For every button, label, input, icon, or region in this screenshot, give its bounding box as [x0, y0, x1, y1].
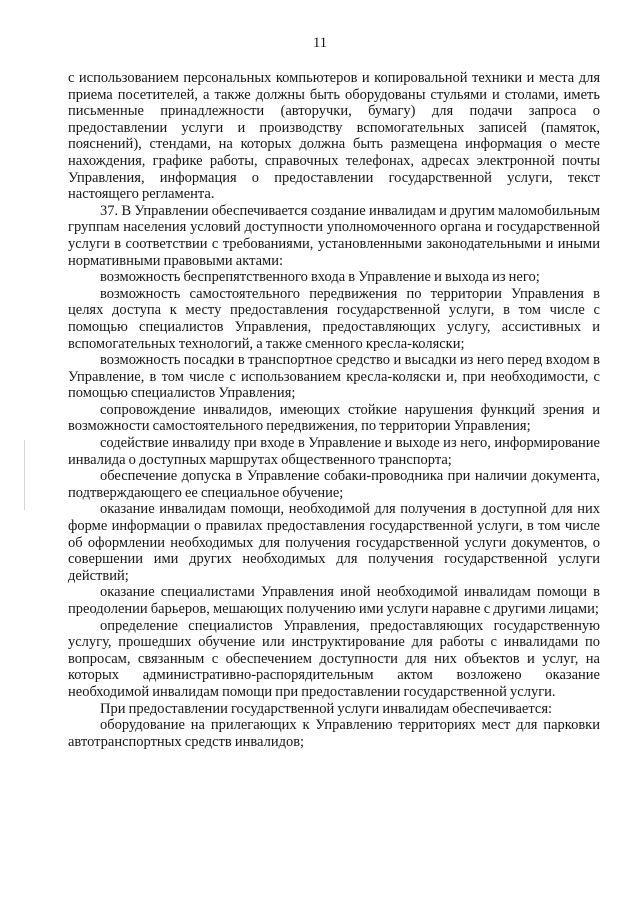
paragraph-provision-intro: При предоставлении государственной услуги инвалидам обеспечивается:	[100, 700, 553, 717]
document-body	[68, 70, 600, 750]
paragraph-assistance-entry: содействие инвалиду при входе в Управление и выходе из него, информирование инвалида о доступных маршрутах общественного транспорта;	[68, 435, 600, 468]
paragraph-information-help: оказание инвалидам помощи, необходимой для получения в доступной для них форме информации о правилах предоставления государственной услуги, в том числе об оформлении необходимых для получения государственной услуги документов, о совершении ими других необходимых для получения государственной услуги действий;	[68, 501, 600, 584]
paragraph-barrier-help: оказание специалистами Управления иной необходимой инвалидам помощи в преодолении барьеров, мешающих получению ими услуги наравне с другими лицами;	[68, 584, 600, 617]
paragraph-vehicle-boarding: возможность посадки в транспортное средство и высадки из него перед входом в Управление, в том числе с использованием кресла-коляски и, при необходимости, с помощью специалистов Управления;	[68, 352, 600, 402]
paragraph-parking: оборудование на прилегающих к Управлению территориях мест для парковки автотранспортных средств инвалидов;	[68, 717, 600, 750]
paragraph-independent-movement: возможность самостоятельного передвижения по территории Управления в целях доступа к месту предоставления государственной услуги, в том числе с помощью специалистов Управления, предоставляющих услугу, ассистивных и вспомогательных технологий, а также сменного кресла-коляски;	[68, 285, 600, 352]
paragraph-guide-dog: обеспечение допуска в Управление собаки-проводника при наличии документа, подтверждающего ее специальное обучение;	[68, 468, 600, 501]
scan-margin-line	[24, 440, 25, 510]
paragraph-trained-specialists: определение специалистов Управления, предоставляющих государственную услугу, прошедших обучение или инструктирование для работы с инвалидами по вопросам, связанным с обеспечением доступности для них объектов и услуг, на которых административно-распорядительным актом возложено оказание необходимой инвалидам помощи при предоставлении государственной услуги.	[68, 617, 600, 700]
page-number: 11	[313, 35, 327, 51]
paragraph-entrance-access: возможность беспрепятственного входа в Управление и выхода из него;	[100, 269, 540, 286]
paragraph-item-37: 37. В Управлении обеспечивается создание инвалидам и другим маломобильным группам населения условий доступности уполномоченного органа и государственной услуги в соответствии с требованиями, установленными законодательными и иными нормативными правовыми актами:	[68, 202, 600, 269]
paragraph-continuation: с использованием персональных компьютеров и копировальной техники и места для приема посетителей, а также должны быть оборудованы стульями и столами, иметь письменные принадлежности (авторучки, бумагу) для подачи запроса о предоставлении услуги и производству вспомогательных записей (памяток, пояснений), стендами, на которых должна быть размещена информация о месте нахождения, графике работы, справочных телефонах, адресах электронной почты Управления, информация о предоставлении государственной услуги, текст настоящего регламента.	[68, 70, 600, 203]
paragraph-escort: сопровождение инвалидов, имеющих стойкие нарушения функций зрения и возможности самостоятельного передвижения, по территории Управления;	[68, 401, 600, 435]
